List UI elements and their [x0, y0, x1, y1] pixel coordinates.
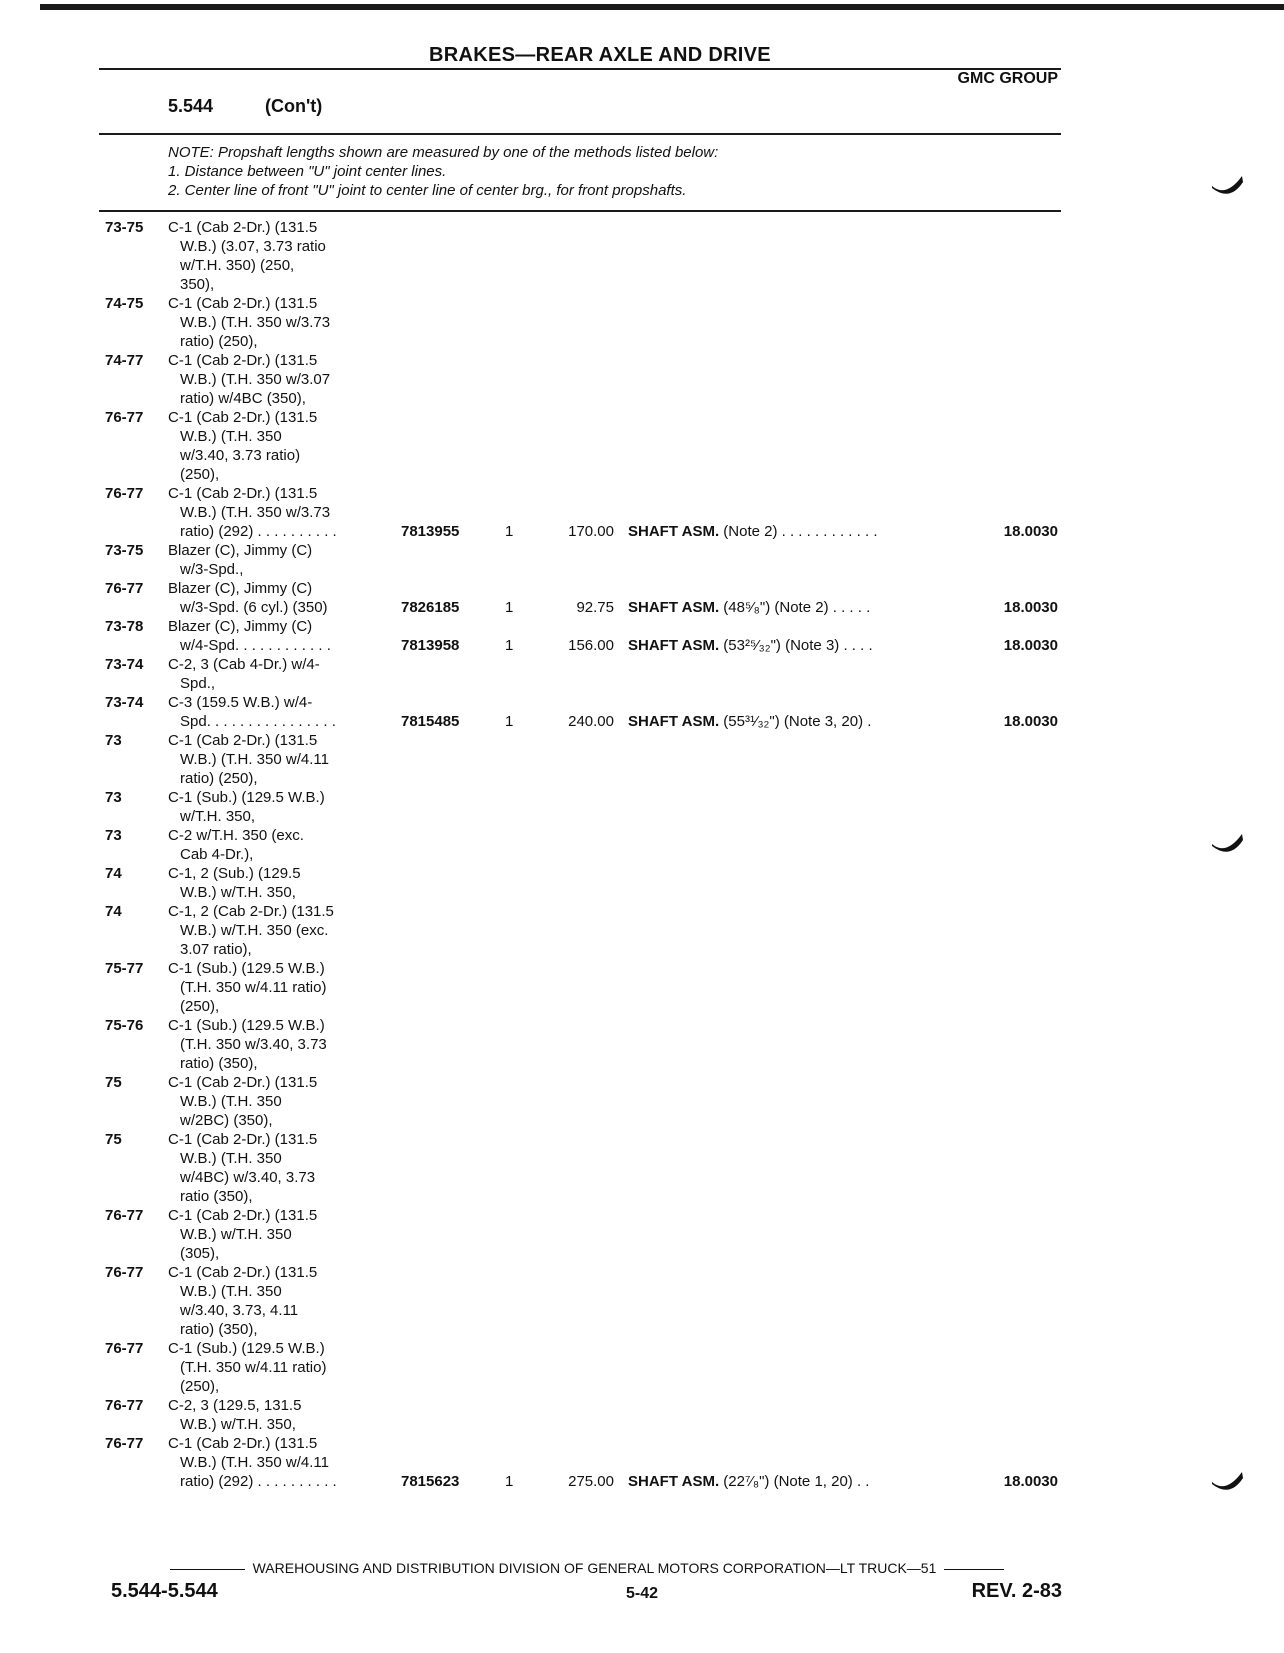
model-years: 76-77 [105, 1264, 144, 1281]
model-years: 76-77 [105, 1397, 144, 1414]
application [168, 788, 378, 826]
application-line: ratio) (292) . . . . . . . . . . [180, 523, 337, 540]
application-line: w/3-Spd. (6 cyl.) (350) [180, 599, 328, 616]
table-row [0, 617, 1284, 655]
application-line: C-1 (Cab 2-Dr.) (131.5 [168, 732, 318, 749]
table-row [0, 902, 1284, 959]
part-number: 7815485 [401, 713, 460, 730]
application [168, 1434, 378, 1491]
application-line: w/3.40, 3.73, 4.11 [180, 1302, 299, 1319]
application-line: (T.H. 350 w/3.40, 3.73 [180, 1036, 327, 1053]
measurement-note [168, 143, 718, 200]
quantity: 1 [505, 523, 514, 540]
table-row [0, 1263, 1284, 1339]
note-line: 2. Center line of front "U" joint to center line of center brg., for front propshafts. [168, 182, 687, 199]
model-years: 73-75 [105, 542, 144, 559]
application-line: C-2, 3 (129.5, 131.5 [168, 1397, 302, 1414]
part-number: 7815623 [401, 1473, 460, 1490]
application-line: W.B.) (T.H. 350 w/3.73 [180, 504, 331, 521]
table-row [0, 294, 1284, 351]
table-row [0, 693, 1284, 731]
application-line: C-2 w/T.H. 350 (exc. [168, 827, 304, 844]
application [168, 1206, 378, 1263]
application [168, 1073, 378, 1130]
application-line: w/3-Spd., [180, 561, 244, 578]
application-line: w/3.40, 3.73 ratio) [180, 447, 301, 464]
group-number: 18.0030 [1003, 523, 1058, 540]
application-line: 350), [180, 276, 215, 293]
application-line: ratio) (350), [180, 1321, 258, 1338]
application-line: C-1 (Cab 2-Dr.) (131.5 [168, 1264, 318, 1281]
description-name: SHAFT ASM. [628, 713, 720, 730]
model-years: 75-77 [105, 960, 144, 977]
quantity: 1 [505, 713, 514, 730]
table-row [0, 959, 1284, 1016]
application [168, 1263, 378, 1339]
section-heading [168, 96, 322, 117]
application-line: C-1 (Cab 2-Dr.) (131.5 [168, 1074, 318, 1091]
table-row [0, 351, 1284, 408]
section-number: 5.544 [168, 96, 214, 116]
table-row [0, 1073, 1284, 1130]
group-number: 18.0030 [1003, 1473, 1058, 1490]
application-line: ratio) (292) . . . . . . . . . . [180, 1473, 337, 1490]
application [168, 864, 378, 902]
table-row [0, 1339, 1284, 1396]
quantity: 1 [505, 637, 514, 654]
model-years: 75 [105, 1131, 122, 1148]
application [168, 1016, 378, 1073]
binder-hole-mark [1210, 174, 1244, 200]
table-row [0, 579, 1284, 617]
application-line: (250), [180, 1378, 220, 1395]
application-line: W.B.) w/T.H. 350, [180, 1416, 296, 1433]
model-years: 73-78 [105, 618, 144, 635]
application-line: W.B.) (T.H. 350 [180, 1093, 282, 1110]
application [168, 218, 378, 294]
application [168, 902, 378, 959]
application [168, 655, 378, 693]
model-years: 76-77 [105, 485, 144, 502]
group-label: GMC GROUP [957, 70, 1058, 87]
application-line: ratio (350), [180, 1188, 253, 1205]
application-line: C-1, 2 (Cab 2-Dr.) (131.5 [168, 903, 334, 920]
description-detail: (53²⁵⁄₃₂") (Note 3) . . . . [719, 637, 873, 654]
table-row [0, 731, 1284, 788]
model-years: 74 [105, 865, 122, 882]
header-rule [99, 68, 1061, 70]
application-line: Spd. . . . . . . . . . . . . . . . [180, 713, 336, 730]
description-detail: (48⁵⁄₈") (Note 2) . . . . . [719, 599, 871, 616]
quantity: 1 [505, 599, 514, 616]
application-line: W.B.) w/T.H. 350 [180, 1226, 292, 1243]
application [168, 1130, 378, 1206]
application-line: C-1 (Cab 2-Dr.) (131.5 [168, 1207, 318, 1224]
model-years: 73 [105, 732, 122, 749]
application-line: C-1 (Cab 2-Dr.) (131.5 [168, 1435, 318, 1452]
description-name: SHAFT ASM. [628, 637, 720, 654]
application-line: C-1 (Cab 2-Dr.) (131.5 [168, 409, 318, 426]
description [628, 636, 873, 655]
description [628, 1472, 869, 1491]
application-line: C-1 (Sub.) (129.5 W.B.) [168, 789, 325, 806]
description-detail: (Note 2) . . . . . . . . . . . . [719, 523, 878, 540]
application-line: w/4BC) w/3.40, 3.73 [180, 1169, 316, 1186]
model-years: 73-74 [105, 656, 144, 673]
table-row [0, 655, 1284, 693]
description-detail: (55³¹⁄₃₂") (Note 3, 20) . [719, 713, 872, 730]
application-line: ratio) (250), [180, 333, 258, 350]
application-line: ratio) w/4BC (350), [180, 390, 306, 407]
description-name: SHAFT ASM. [628, 1473, 720, 1490]
application-line: Blazer (C), Jimmy (C) [168, 542, 313, 559]
quantity: 1 [505, 1473, 514, 1490]
price: 92.75 [576, 599, 614, 616]
application-line: 3.07 ratio), [180, 941, 252, 958]
table-row [0, 1016, 1284, 1073]
application-line: C-1 (Cab 2-Dr.) (131.5 [168, 295, 318, 312]
note-line: 1. Distance between "U" joint center lines. [168, 163, 447, 180]
top-border-bar [40, 4, 1284, 10]
application-line: C-3 (159.5 W.B.) w/4- [168, 694, 313, 711]
application [168, 1339, 378, 1396]
model-years: 75 [105, 1074, 122, 1091]
application-line: Blazer (C), Jimmy (C) [168, 618, 313, 635]
application [168, 1396, 378, 1434]
application-line: (T.H. 350 w/4.11 ratio) [180, 1359, 327, 1376]
application-line: C-2, 3 (Cab 4-Dr.) w/4- [168, 656, 320, 673]
note-top-rule [99, 133, 1061, 135]
table-row [0, 1206, 1284, 1263]
price: 170.00 [568, 523, 614, 540]
binder-hole-mark [1210, 832, 1244, 858]
footer-page-number: 5-42 [625, 1585, 659, 1602]
application [168, 484, 378, 541]
model-years: 74-77 [105, 352, 144, 369]
model-years: 75-76 [105, 1017, 144, 1034]
application-line: W.B.) w/T.H. 350, [180, 884, 296, 901]
model-years: 73-75 [105, 219, 144, 236]
table-row [0, 1130, 1284, 1206]
application-line: (T.H. 350 w/4.11 ratio) [180, 979, 327, 996]
application-line: W.B.) (3.07, 3.73 ratio [180, 238, 326, 255]
application-line: C-1 (Sub.) (129.5 W.B.) [168, 1017, 325, 1034]
application-line: W.B.) (T.H. 350 w/4.11 [180, 1454, 329, 1471]
model-years: 76-77 [105, 409, 144, 426]
section-continued: (Con't) [265, 96, 323, 116]
group-number: 18.0030 [1003, 713, 1058, 730]
application-line: C-1 (Sub.) (129.5 W.B.) [168, 960, 325, 977]
table-row [0, 1434, 1284, 1491]
application-line: ratio) (350), [180, 1055, 258, 1072]
note-line: NOTE: Propshaft lengths shown are measured by one of the methods listed below: [168, 144, 719, 161]
parts-list [0, 218, 1284, 1491]
model-years: 76-77 [105, 580, 144, 597]
application-line: (250), [180, 466, 220, 483]
application-line: W.B.) (T.H. 350 [180, 1283, 282, 1300]
description [628, 522, 877, 541]
application-line: Cab 4-Dr.), [180, 846, 254, 863]
application [168, 351, 378, 408]
application-line: w/4-Spd. . . . . . . . . . . . [180, 637, 331, 654]
model-years: 74-75 [105, 295, 144, 312]
application [168, 408, 378, 484]
application-line: Blazer (C), Jimmy (C) [168, 580, 313, 597]
application-line: w/T.H. 350) (250, [180, 257, 295, 274]
application-line: W.B.) (T.H. 350 [180, 428, 282, 445]
table-row [0, 1396, 1284, 1434]
application-line: w/T.H. 350, [180, 808, 256, 825]
application [168, 826, 378, 864]
table-row [0, 408, 1284, 484]
application [168, 294, 378, 351]
group-number: 18.0030 [1003, 637, 1058, 654]
footer-division-text: WAREHOUSING AND DISTRIBUTION DIVISION OF GENERAL MOTORS CORPORATION—LT TRUCK—51 [252, 1560, 937, 1576]
description [628, 598, 870, 617]
application-line: C-1 (Cab 2-Dr.) (131.5 [168, 352, 318, 369]
page-title: BRAKES—REAR AXLE AND DRIVE [429, 44, 771, 66]
table-row [0, 788, 1284, 826]
model-years: 76-77 [105, 1207, 144, 1224]
footer-section-range: 5.544-5.544 [111, 1580, 218, 1602]
application-line: C-1 (Sub.) (129.5 W.B.) [168, 1340, 325, 1357]
part-number: 7813955 [401, 523, 460, 540]
application [168, 731, 378, 788]
model-years: 76-77 [105, 1340, 144, 1357]
note-bottom-rule [99, 210, 1061, 212]
application-line: w/2BC) (350), [180, 1112, 273, 1129]
application-line: W.B.) (T.H. 350 [180, 1150, 282, 1167]
description-detail: (22⁷⁄₈") (Note 1, 20) . . [719, 1473, 870, 1490]
group-number: 18.0030 [1003, 599, 1058, 616]
description-name: SHAFT ASM. [628, 599, 720, 616]
part-number: 7813958 [401, 637, 460, 654]
application [168, 541, 378, 579]
table-row [0, 541, 1284, 579]
table-row [0, 864, 1284, 902]
application-line: (305), [180, 1245, 220, 1262]
application-line: C-1 (Cab 2-Dr.) (131.5 [168, 1131, 318, 1148]
application-line: W.B.) (T.H. 350 w/3.73 [180, 314, 331, 331]
application-line: Spd., [180, 675, 216, 692]
table-row [0, 218, 1284, 294]
model-years: 76-77 [105, 1435, 144, 1452]
model-years: 73 [105, 827, 122, 844]
model-years: 73-74 [105, 694, 144, 711]
application-line: ratio) (250), [180, 770, 258, 787]
application-line: W.B.) w/T.H. 350 (exc. [180, 922, 329, 939]
footer-revision: REV. 2-83 [971, 1580, 1062, 1602]
application-line: C-1 (Cab 2-Dr.) (131.5 [168, 485, 318, 502]
application [168, 617, 378, 655]
application-line: C-1, 2 (Sub.) (129.5 [168, 865, 301, 882]
description-name: SHAFT ASM. [628, 523, 720, 540]
price: 156.00 [568, 637, 614, 654]
application [168, 693, 378, 731]
price: 275.00 [568, 1473, 614, 1490]
application-line: (250), [180, 998, 220, 1015]
description [628, 712, 871, 731]
part-number: 7826185 [401, 599, 460, 616]
application [168, 579, 378, 617]
binder-hole-mark [1210, 1470, 1244, 1496]
application [168, 959, 378, 1016]
application-line: W.B.) (T.H. 350 w/4.11 [180, 751, 329, 768]
application-line: W.B.) (T.H. 350 w/3.07 [180, 371, 331, 388]
model-years: 73 [105, 789, 122, 806]
model-years: 74 [105, 903, 122, 920]
table-row [0, 484, 1284, 541]
footer-division [111, 1560, 1063, 1576]
table-row [0, 826, 1284, 864]
application-line: C-1 (Cab 2-Dr.) (131.5 [168, 219, 318, 236]
price: 240.00 [568, 713, 614, 730]
